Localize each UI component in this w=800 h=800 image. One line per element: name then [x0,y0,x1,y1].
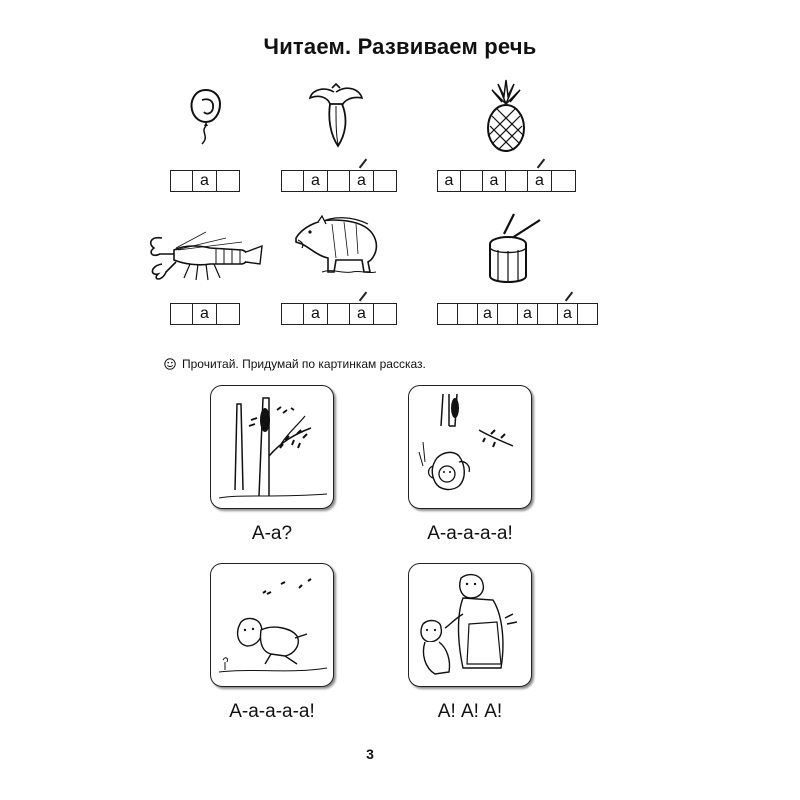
letter-cell [217,171,239,191]
story-caption-2: А-а-а-а-а! [427,523,513,544]
letter-cell [328,304,350,324]
story-caption-4: А! А! А! [437,701,503,722]
bear-falling-icon [408,385,532,509]
letter-cell [498,304,518,324]
letter-cell [552,171,575,191]
letter-cell: а [478,304,498,324]
stress-mark [359,159,367,169]
letter-cell [374,171,396,191]
balloon-icon [186,88,226,146]
word-boxes-5 [281,303,397,325]
letter-cell [171,171,193,191]
stress-mark [537,159,545,169]
letter-cell [328,171,350,191]
letter-cell [438,304,458,324]
banana-icon [306,82,366,150]
word-boxes-2 [281,170,397,192]
letter-cell [461,171,483,191]
letter-cell: а [558,304,578,324]
letter-cell: а [350,304,374,324]
letter-cell: а [304,304,328,324]
drum-icon [484,212,546,286]
letter-cell: а [350,171,374,191]
letter-cell [217,304,239,324]
letter-cell [458,304,478,324]
letter-cell [538,304,558,324]
instruction-text: Прочитай. Придумай по картинкам рассказ. [182,357,426,371]
stress-mark [359,292,367,302]
letter-cell: а [528,171,552,191]
word-boxes-4 [170,303,240,325]
stress-mark [565,292,573,302]
word-boxes-6 [437,303,598,325]
tree-hive-icon [210,385,334,509]
page-number: 3 [366,746,374,762]
letter-cell [578,304,597,324]
letter-cell [171,304,193,324]
letter-cell [374,304,396,324]
letter-cell: а [518,304,538,324]
boar-icon [292,210,380,276]
letter-cell: а [304,171,328,191]
letter-cell: а [483,171,506,191]
word-boxes-3 [437,170,576,192]
letter-cell: а [193,171,217,191]
instruction [164,357,426,373]
crayfish-icon [146,228,264,284]
bear-running-icon [210,563,334,687]
page-title: Читаем. Развиваем речь [263,34,537,59]
word-boxes-1 [170,170,240,192]
pineapple-icon [484,80,528,152]
mother-bear-icon [408,563,532,687]
story-caption-3: А-а-а-а-а! [229,701,315,722]
letter-cell [282,304,304,324]
letter-cell [282,171,304,191]
letter-cell [506,171,528,191]
story-caption-1: А-а? [251,523,293,544]
letter-cell: а [193,304,217,324]
letter-cell: а [438,171,461,191]
smile-icon [164,358,176,373]
